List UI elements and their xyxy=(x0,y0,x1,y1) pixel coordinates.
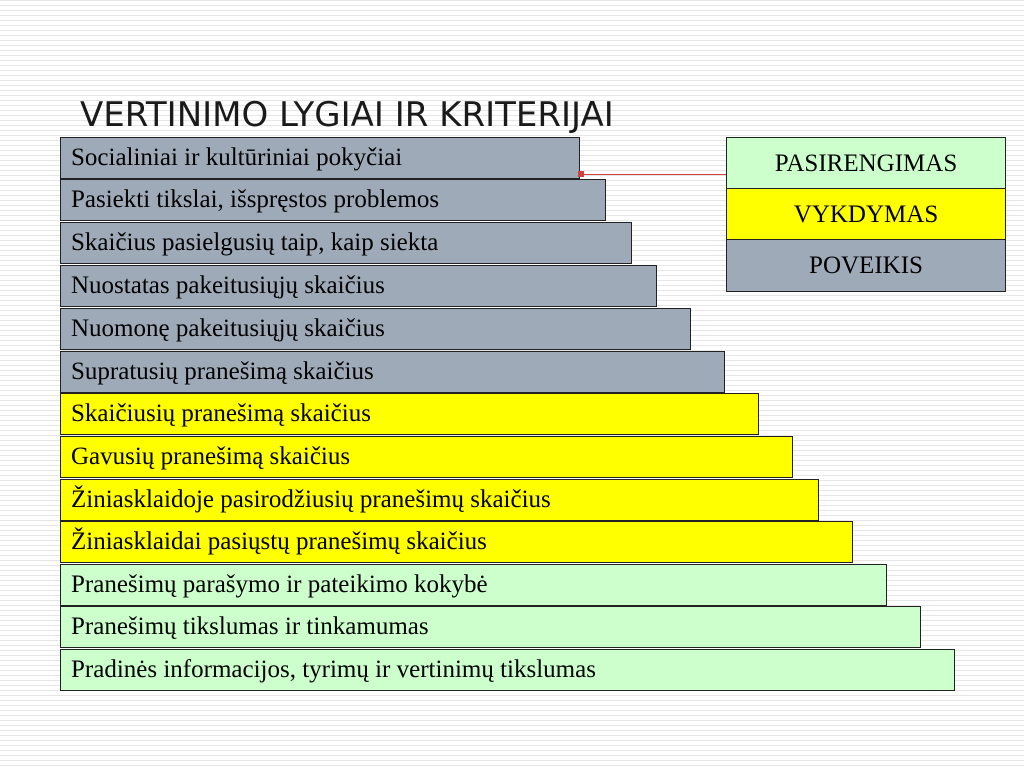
criteria-bar-writing-quality: Pranešimų parašymo ir pateikimo kokybė xyxy=(60,564,887,606)
connector-marker xyxy=(578,171,584,177)
legend-item-vykdymas: VYKDYMAS xyxy=(727,189,1005,240)
legend-item-pasirengimas: PASIRENGIMAS xyxy=(727,138,1005,189)
level-legend xyxy=(726,137,1006,292)
page-title: VERTINIMO LYGIAI IR KRITERIJAI xyxy=(80,95,614,135)
criteria-bar-sent-to-media: Žiniasklaidai pasiųstų pranešimų skaičius xyxy=(60,521,853,563)
criteria-bar-behaved-as-intended: Skaičius pasielgusių taip, kaip siekta xyxy=(60,222,632,264)
criteria-bar-social-cultural-changes: Socialiniai ir kultūriniai pokyčiai xyxy=(60,137,580,179)
criteria-bar-understood-message: Supratusių pranešimą skaičius xyxy=(60,351,725,393)
criteria-bar-received-message: Gavusių pranešimą skaičius xyxy=(60,436,793,478)
criteria-bar-goals-achieved: Pasiekti tikslai, išspręstos problemos xyxy=(60,179,606,221)
connector-line xyxy=(578,174,726,175)
criteria-bar-appeared-in-media: Žiniasklaidoje pasirodžiusių pranešimų skaičius xyxy=(60,479,819,521)
criteria-bar-attitudes-changed: Nuostatas pakeitusiųjų skaičius xyxy=(60,265,657,307)
legend-item-poveikis: POVEIKIS xyxy=(727,240,1005,291)
criteria-bar-initial-info-accuracy: Pradinės informacijos, tyrimų ir vertinimų tikslumas xyxy=(60,649,955,691)
criteria-bar-opinion-changed: Nuomonę pakeitusiųjų skaičius xyxy=(60,308,691,350)
criteria-bar-read-message: Skaičiusių pranešimą skaičius xyxy=(60,393,759,435)
criteria-bar-accuracy-relevance: Pranešimų tikslumas ir tinkamumas xyxy=(60,606,921,648)
